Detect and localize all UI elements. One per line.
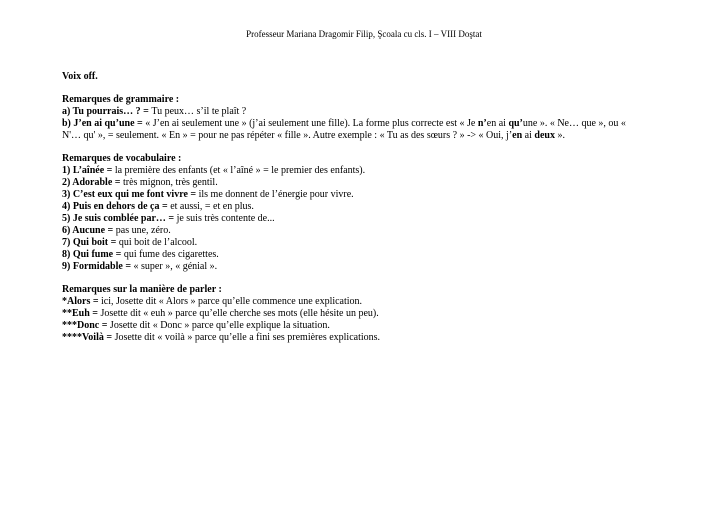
grammar-def-b-line2a: N'… qu' », = seulement. « En » = pour ne pas répéter « fille ». Autre exemple : « Tu as des sœurs ? » -> « Oui, j’: [62, 130, 513, 141]
vocabulary-def: ils me donnent de l’énergie pour vivre.: [198, 189, 354, 200]
vocabulary-item: [62, 225, 667, 237]
vocabulary-title: Remarques de vocabulaire :: [62, 153, 182, 164]
vocabulary-term: 1) L’aînée =: [62, 165, 115, 176]
vocabulary-item: [62, 261, 667, 273]
vocabulary-term: 9) Formidable =: [62, 261, 134, 272]
vocabulary-item: [62, 201, 667, 213]
vocabulary-term: 7) Qui boit =: [62, 237, 119, 248]
vocabulary-def: « super », « génial ».: [133, 261, 218, 272]
speaking-def: ici, Josette dit « Alors » parce qu’elle commence une explication.: [101, 296, 363, 307]
vocabulary-item: [62, 213, 667, 225]
vocabulary-item: [62, 189, 667, 201]
vocabulary-def: je suis très contente de...: [176, 213, 275, 224]
speaking-item: [62, 332, 667, 344]
grammar-def-b-part2: en ai: [486, 118, 509, 129]
grammar-section: [62, 94, 667, 142]
grammar-item-b-line2: [62, 130, 667, 142]
speaking-item: [62, 308, 667, 320]
vocabulary-section: [62, 153, 667, 273]
vocabulary-def: et aussi, = et en plus.: [170, 201, 254, 212]
grammar-item-b: [62, 118, 667, 130]
speaking-term: ***Donc =: [62, 320, 110, 331]
vocabulary-term: 6) Aucune =: [62, 225, 116, 236]
grammar-def-b-part3: une ». « Ne… que », ou «: [522, 118, 626, 129]
grammar-title: Remarques de grammaire :: [62, 94, 180, 105]
voix-off-label: Voix off.: [62, 71, 98, 82]
speaking-term: ****Voilà =: [62, 332, 115, 343]
speaking-title: Remarques sur la manière de parler :: [62, 284, 222, 295]
grammar-def-b-line2c: ».: [554, 130, 565, 141]
vocabulary-def: la première des enfants (et « l’aîné » = le premier des enfants).: [114, 165, 366, 176]
grammar-def-b-line2b: ai: [522, 130, 535, 141]
speaking-item: [62, 320, 667, 332]
grammar-def-b-part1: « J’en ai seulement une » (j’ai seulement une fille). La forme plus correcte est « Je: [145, 118, 478, 129]
speaking-def: Josette dit « euh » parce qu’elle cherche ses mots (elle hésite un peu).: [100, 308, 379, 319]
spacer: [62, 142, 667, 153]
grammar-def-b-en: en: [512, 130, 523, 141]
vocabulary-def: qui boit de l’alcool.: [118, 237, 198, 248]
grammar-def-b-deux: deux: [534, 130, 555, 141]
vocabulary-term: 2) Adorable =: [62, 177, 123, 188]
vocabulary-item: [62, 237, 667, 249]
grammar-item-a: [62, 106, 667, 118]
speaking-term: **Euh =: [62, 308, 101, 319]
grammar-term-b: b) J’en ai qu’une =: [62, 118, 146, 129]
grammar-def-b-qu: qu’: [508, 118, 523, 129]
vocabulary-item: [62, 177, 667, 189]
page-header: Professeur Mariana Dragomir Filip, Şcoala cu cls. I – VIII Doştat: [246, 29, 482, 39]
spacer: [62, 83, 667, 94]
document-body: [62, 71, 667, 344]
speaking-item: [62, 296, 667, 308]
vocabulary-def: pas une, zéro.: [115, 225, 171, 236]
vocabulary-def: qui fume des cigarettes.: [123, 249, 219, 260]
grammar-def-a: Tu peux… s’il te plaît ?: [151, 106, 247, 117]
vocabulary-item: [62, 165, 667, 177]
vocabulary-term: 4) Puis en dehors de ça =: [62, 201, 171, 212]
vocabulary-term: 3) C’est eux qui me font vivre =: [62, 189, 199, 200]
vocabulary-term: 8) Qui fume =: [62, 249, 124, 260]
vocabulary-def: très mignon, très gentil.: [122, 177, 218, 188]
speaking-section: [62, 284, 667, 344]
grammar-term-a: a) Tu pourrais… ? =: [62, 106, 152, 117]
grammar-def-b-n: n’: [477, 118, 487, 129]
speaking-term: *Alors =: [62, 296, 102, 307]
vocabulary-term: 5) Je suis comblée par… =: [62, 213, 177, 224]
spacer: [62, 273, 667, 284]
vocabulary-item: [62, 249, 667, 261]
speaking-def: Josette dit « Donc » parce qu’elle explique la situation.: [109, 320, 330, 331]
speaking-def: Josette dit « voilà » parce qu’elle a fini ses premières explications.: [114, 332, 381, 343]
